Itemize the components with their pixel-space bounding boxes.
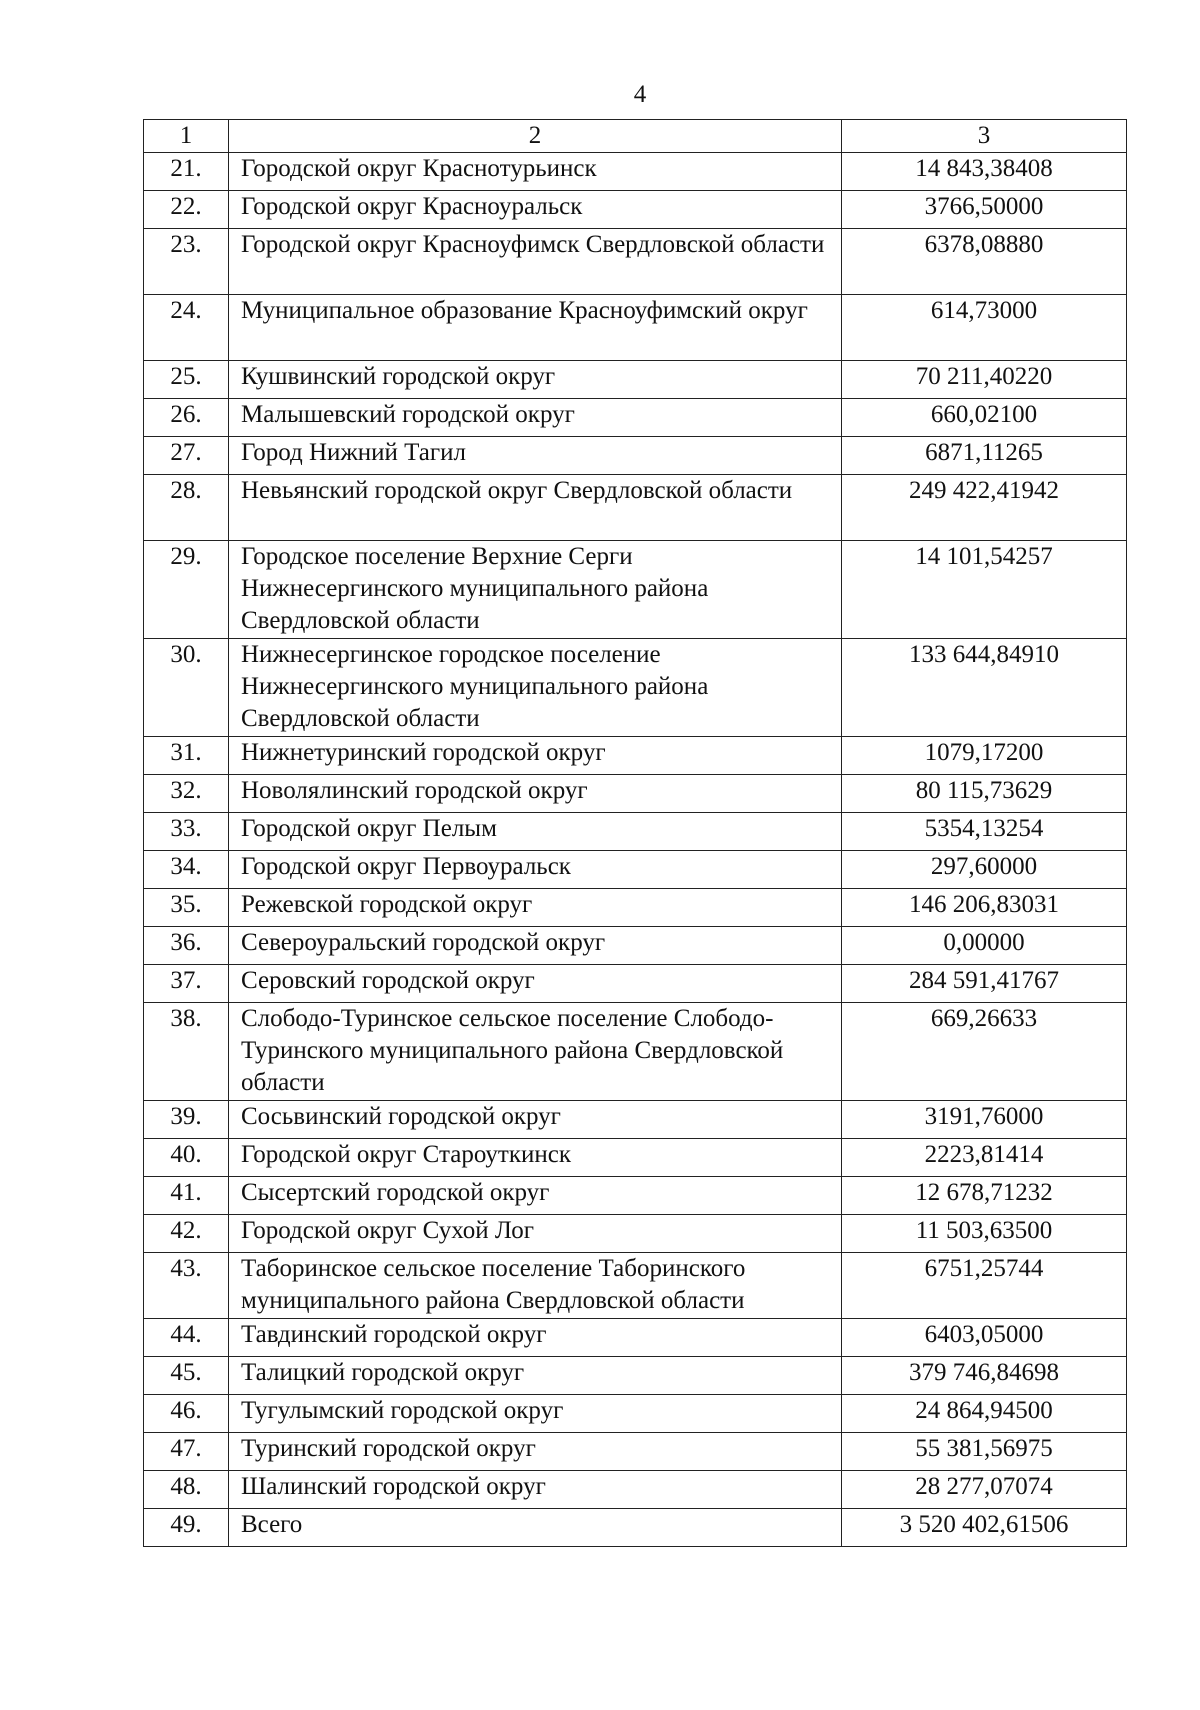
row-number: 34. (144, 851, 229, 889)
row-number: 33. (144, 813, 229, 851)
row-number: 39. (144, 1101, 229, 1139)
row-number: 30. (144, 639, 229, 737)
table-row (144, 1471, 1127, 1509)
row-name: Городской округ Красноуральск (229, 191, 842, 229)
row-number: 24. (144, 295, 229, 361)
row-number: 28. (144, 475, 229, 541)
table-row (144, 295, 1127, 361)
table-row (144, 1139, 1127, 1177)
table-row (144, 639, 1127, 737)
table-row (144, 927, 1127, 965)
row-name: Муниципальное образование Красноуфимский округ (229, 295, 842, 361)
row-number: 31. (144, 737, 229, 775)
row-number: 26. (144, 399, 229, 437)
row-value: 0,00000 (842, 927, 1127, 965)
table-row (144, 775, 1127, 813)
table-row (144, 1101, 1127, 1139)
table-row-total (144, 1509, 1127, 1547)
row-number: 38. (144, 1003, 229, 1101)
row-value: 1079,17200 (842, 737, 1127, 775)
row-name: Новолялинский городской округ (229, 775, 842, 813)
row-value: 80 115,73629 (842, 775, 1127, 813)
row-value: 2223,81414 (842, 1139, 1127, 1177)
table-row (144, 153, 1127, 191)
row-name: Нижнетуринский городской округ (229, 737, 842, 775)
row-name: Слободо-Туринское сельское поселение Слободо-Туринского муниципального района Свердловской области (229, 1003, 842, 1101)
row-name: Туринский городской округ (229, 1433, 842, 1471)
row-name: Таборинское сельское поселение Таборинского муниципального района Свердловской области (229, 1253, 842, 1319)
row-value: 146 206,83031 (842, 889, 1127, 927)
row-number: 32. (144, 775, 229, 813)
row-number: 27. (144, 437, 229, 475)
table-row (144, 541, 1127, 639)
row-name: Кушвинский городской округ (229, 361, 842, 399)
row-name: Североуральский городской округ (229, 927, 842, 965)
table-row (144, 1319, 1127, 1357)
row-number: 47. (144, 1433, 229, 1471)
row-value: 70 211,40220 (842, 361, 1127, 399)
row-value: 12 678,71232 (842, 1177, 1127, 1215)
row-number: 22. (144, 191, 229, 229)
table-row (144, 813, 1127, 851)
row-number: 37. (144, 965, 229, 1003)
table-row (144, 1003, 1127, 1101)
table-row (144, 1177, 1127, 1215)
row-number: 44. (144, 1319, 229, 1357)
row-value: 28 277,07074 (842, 1471, 1127, 1509)
row-name: Всего (229, 1509, 842, 1547)
row-number: 49. (144, 1509, 229, 1547)
row-value: 297,60000 (842, 851, 1127, 889)
row-number: 46. (144, 1395, 229, 1433)
row-value: 3766,50000 (842, 191, 1127, 229)
row-number: 48. (144, 1471, 229, 1509)
table-row (144, 1433, 1127, 1471)
row-value: 379 746,84698 (842, 1357, 1127, 1395)
row-value: 14 843,38408 (842, 153, 1127, 191)
row-value: 660,02100 (842, 399, 1127, 437)
row-value: 669,26633 (842, 1003, 1127, 1101)
row-value: 5354,13254 (842, 813, 1127, 851)
row-name: Сысертский городской округ (229, 1177, 842, 1215)
row-name: Городской округ Краснотурьинск (229, 153, 842, 191)
row-number: 21. (144, 153, 229, 191)
row-name: Сосьвинский городской округ (229, 1101, 842, 1139)
table-row (144, 889, 1127, 927)
row-value: 6378,08880 (842, 229, 1127, 295)
row-value: 14 101,54257 (842, 541, 1127, 639)
row-name: Тавдинский городской округ (229, 1319, 842, 1357)
row-value: 24 864,94500 (842, 1395, 1127, 1433)
row-name: Режевской городской округ (229, 889, 842, 927)
row-value: 249 422,41942 (842, 475, 1127, 541)
row-value: 6751,25744 (842, 1253, 1127, 1319)
table-row (144, 229, 1127, 295)
table-row (144, 361, 1127, 399)
table-header-row (144, 120, 1127, 153)
row-number: 23. (144, 229, 229, 295)
table-row (144, 475, 1127, 541)
table-row (144, 737, 1127, 775)
row-name: Городской округ Первоуральск (229, 851, 842, 889)
row-value: 3191,76000 (842, 1101, 1127, 1139)
row-name: Шалинский городской округ (229, 1471, 842, 1509)
row-value: 6871,11265 (842, 437, 1127, 475)
row-value: 133 644,84910 (842, 639, 1127, 737)
row-name: Городское поселение Верхние Серги Нижнесергинского муниципального района Свердловской области (229, 541, 842, 639)
row-name: Серовский городской округ (229, 965, 842, 1003)
row-value: 11 503,63500 (842, 1215, 1127, 1253)
table-row (144, 965, 1127, 1003)
row-number: 41. (144, 1177, 229, 1215)
row-name: Городской округ Староуткинск (229, 1139, 842, 1177)
row-name: Невьянский городской округ Свердловской области (229, 475, 842, 541)
row-number: 42. (144, 1215, 229, 1253)
row-number: 45. (144, 1357, 229, 1395)
table-row (144, 1215, 1127, 1253)
row-name: Талицкий городской округ (229, 1357, 842, 1395)
row-number: 35. (144, 889, 229, 927)
header-cell: 3 (842, 120, 1127, 153)
table-row (144, 437, 1127, 475)
row-name: Тугулымский городской округ (229, 1395, 842, 1433)
row-name: Нижнесергинское городское поселение Нижнесергинского муниципального района Свердловской области (229, 639, 842, 737)
row-number: 43. (144, 1253, 229, 1319)
header-cell: 1 (144, 120, 229, 153)
header-cell: 2 (229, 120, 842, 153)
row-number: 36. (144, 927, 229, 965)
table-row (144, 1357, 1127, 1395)
page-number: 4 (633, 81, 647, 108)
row-value: 284 591,41767 (842, 965, 1127, 1003)
row-value: 3 520 402,61506 (842, 1509, 1127, 1547)
row-name: Город Нижний Тагил (229, 437, 842, 475)
row-value: 614,73000 (842, 295, 1127, 361)
row-name: Городской округ Красноуфимск Свердловской области (229, 229, 842, 295)
row-number: 29. (144, 541, 229, 639)
row-value: 55 381,56975 (842, 1433, 1127, 1471)
table-row (144, 191, 1127, 229)
row-number: 40. (144, 1139, 229, 1177)
row-name: Малышевский городской округ (229, 399, 842, 437)
row-name: Городской округ Пелым (229, 813, 842, 851)
row-number: 25. (144, 361, 229, 399)
data-table (143, 119, 1127, 1547)
table-row (144, 399, 1127, 437)
row-name: Городской округ Сухой Лог (229, 1215, 842, 1253)
table-row (144, 851, 1127, 889)
table-row (144, 1253, 1127, 1319)
row-value: 6403,05000 (842, 1319, 1127, 1357)
table-row (144, 1395, 1127, 1433)
